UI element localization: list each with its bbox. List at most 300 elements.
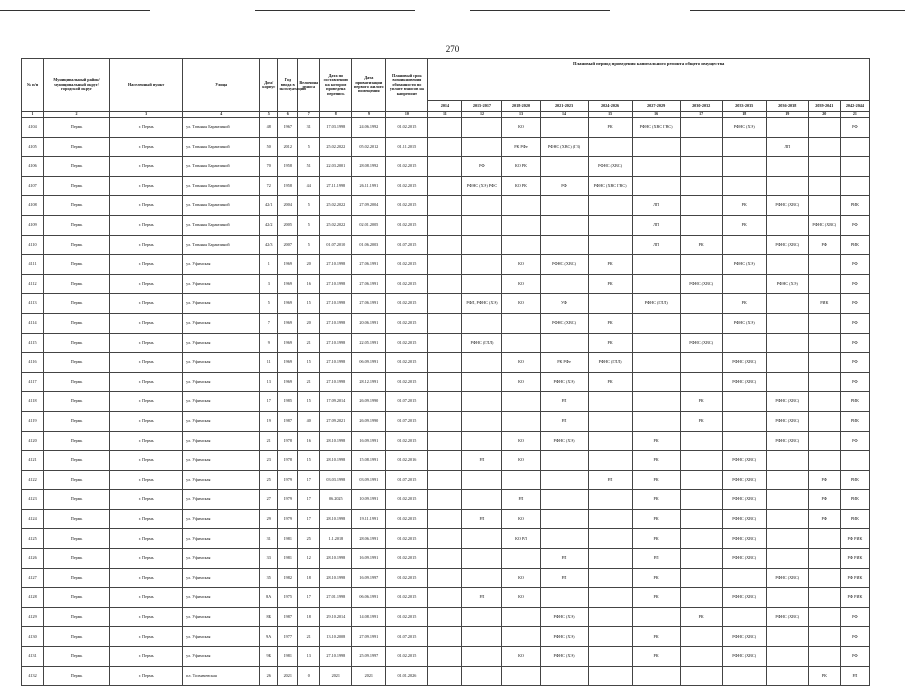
settlement-cell: г. Пермь (110, 137, 183, 157)
year-cell: 1981 (278, 647, 298, 667)
col-street: Улица (183, 59, 260, 112)
year-cell: 2005 (278, 215, 298, 235)
period-cell: РИК (840, 392, 869, 412)
period-cell (588, 490, 632, 510)
period-cell: РК (588, 118, 632, 138)
period-cell (428, 627, 462, 647)
period-cell (540, 529, 588, 549)
period-cell (680, 529, 722, 549)
period-cell (428, 255, 462, 275)
period-cell: РИК (840, 490, 869, 510)
period-cell (428, 274, 462, 294)
period-cell (588, 588, 632, 608)
period-cell (502, 333, 540, 353)
period-cell (462, 568, 502, 588)
district-cell: Пермь (44, 333, 110, 353)
period-cell (588, 627, 632, 647)
street-cell: ул. Татьяны Барамзиной (183, 176, 260, 196)
privatization-date-cell: 27.09.1991 (352, 627, 386, 647)
column-number: 1 (22, 112, 44, 118)
period-cell: РФНС (ХВС) (680, 274, 722, 294)
year-cell: 1982 (278, 568, 298, 588)
period-cell (808, 353, 840, 373)
street-cell: ул. Уфимская (183, 568, 260, 588)
period-cell (766, 490, 808, 510)
survey-date-cell: 25.02.2022 (320, 196, 352, 216)
period-cell (808, 196, 840, 216)
period-cell: КО (502, 255, 540, 275)
row-number: 4114 (22, 313, 44, 333)
settlement-cell: г. Пермь (110, 196, 183, 216)
settlement-cell: г. Пермь (110, 411, 183, 431)
table-row (22, 392, 870, 412)
period-cell (808, 274, 840, 294)
period-cell (632, 176, 680, 196)
col-district: Муниципальный район/ муниципальный округ/ городской округ (44, 59, 110, 112)
period-cell: РИК (840, 411, 869, 431)
wear-cell: 5 (298, 215, 320, 235)
period-cell: РФНС (ХВС) (722, 490, 766, 510)
deadline-cell: 01.07.2015 (386, 411, 428, 431)
district-cell: Пермь (44, 372, 110, 392)
period-cell (502, 215, 540, 235)
settlement-cell: г. Пермь (110, 627, 183, 647)
privatization-date-cell: 27.06.1991 (352, 255, 386, 275)
period-cell (428, 647, 462, 667)
column-number: 5 (260, 112, 278, 118)
period-cell (808, 568, 840, 588)
survey-date-cell: 03.03.1998 (320, 470, 352, 490)
period-cell (766, 627, 808, 647)
wear-cell: 15 (298, 353, 320, 373)
period-cell (680, 666, 722, 686)
wear-cell: 31 (298, 118, 320, 138)
period-cell (428, 137, 462, 157)
period-cell: РК (632, 568, 680, 588)
period-cell (588, 215, 632, 235)
period-cell (540, 118, 588, 138)
period-cell (680, 215, 722, 235)
row-number: 4111 (22, 255, 44, 275)
period-cell (502, 549, 540, 569)
house-cell: 7 (260, 313, 278, 333)
period-cell (462, 529, 502, 549)
period-cell (680, 137, 722, 157)
table-row (22, 607, 870, 627)
survey-date-cell: 27.10.1998 (320, 313, 352, 333)
survey-date-cell: 06.2025 (320, 490, 352, 510)
period-cell: РК (632, 588, 680, 608)
house-cell: 8Б (260, 607, 278, 627)
period-cell (632, 353, 680, 373)
col-period-2018-2020: 2018-2020 (502, 101, 540, 112)
settlement-cell: г. Пермь (110, 607, 183, 627)
col-year-built: Год ввода в эксплуатацию (278, 59, 298, 112)
column-number: 9 (352, 112, 386, 118)
house-cell: 70 (260, 157, 278, 177)
period-cell: РК (680, 392, 722, 412)
period-cell (428, 549, 462, 569)
period-cell (680, 470, 722, 490)
period-cell (722, 607, 766, 627)
row-number: 4127 (22, 568, 44, 588)
privatization-date-cell: 26.11.1991 (352, 176, 386, 196)
settlement-cell: г. Пермь (110, 235, 183, 255)
period-cell (808, 627, 840, 647)
period-cell: КО РК (502, 157, 540, 177)
period-cell (540, 333, 588, 353)
wear-cell: 20 (298, 255, 320, 275)
period-cell (428, 490, 462, 510)
period-cell: РФНС (ХВС) (722, 588, 766, 608)
period-cell (462, 431, 502, 451)
period-cell: УФ (540, 294, 588, 314)
district-cell: Пермь (44, 607, 110, 627)
period-cell (840, 157, 869, 177)
deadline-cell: 01.02.2015 (386, 196, 428, 216)
table-row (22, 215, 870, 235)
house-cell: 19 (260, 411, 278, 431)
period-cell: РЛ (540, 392, 588, 412)
table-row (22, 274, 870, 294)
period-cell (766, 294, 808, 314)
column-number: 2 (44, 112, 110, 118)
period-cell (428, 470, 462, 490)
district-cell: Пермь (44, 470, 110, 490)
wear-cell: 15 (298, 451, 320, 471)
period-cell (808, 607, 840, 627)
wear-cell: 40 (298, 411, 320, 431)
settlement-cell: г. Пермь (110, 490, 183, 510)
period-cell: РК РФе (540, 353, 588, 373)
wear-cell: 18 (298, 607, 320, 627)
col-period-2039-2041: 2039-2041 (808, 101, 840, 112)
table-row (22, 372, 870, 392)
table-row (22, 196, 870, 216)
survey-date-cell: 27.10.1998 (320, 353, 352, 373)
period-cell (462, 137, 502, 157)
year-cell: 1987 (278, 411, 298, 431)
table-row (22, 568, 870, 588)
column-number: 8 (320, 112, 352, 118)
period-cell: РК (632, 529, 680, 549)
col-period-2030-2032: 2030-2032 (680, 101, 722, 112)
period-cell (680, 255, 722, 275)
row-number: 4110 (22, 235, 44, 255)
period-cell: РФНС (ХВС) (808, 215, 840, 235)
deadline-cell: 01.11.2015 (386, 137, 428, 157)
period-cell (632, 137, 680, 157)
period-cell (680, 196, 722, 216)
period-cell (462, 411, 502, 431)
row-number: 4117 (22, 372, 44, 392)
period-cell (808, 176, 840, 196)
period-cell (462, 353, 502, 373)
deadline-cell: 01.02.2015 (386, 549, 428, 569)
street-cell: ул. Уфимская (183, 294, 260, 314)
year-cell: 1969 (278, 255, 298, 275)
period-cell: КО (502, 568, 540, 588)
survey-date-cell: 13.10.2008 (320, 627, 352, 647)
column-number: 12 (462, 112, 502, 118)
column-number: 16 (632, 112, 680, 118)
survey-date-cell: 27.10.1998 (320, 294, 352, 314)
street-cell: ул. Татьяны Барамзиной (183, 215, 260, 235)
period-cell (502, 470, 540, 490)
column-number: 11 (428, 112, 462, 118)
period-cell (502, 392, 540, 412)
table-row (22, 431, 870, 451)
period-cell (502, 196, 540, 216)
row-number: 4124 (22, 509, 44, 529)
period-cell (502, 235, 540, 255)
privatization-date-cell: 01.06.2003 (352, 235, 386, 255)
period-cell (680, 627, 722, 647)
period-cell (462, 392, 502, 412)
period-cell (766, 215, 808, 235)
period-cell (540, 509, 588, 529)
period-cell: РФ (840, 353, 869, 373)
period-cell: РК (632, 490, 680, 510)
row-number: 4106 (22, 157, 44, 177)
street-cell: ул. Уфимская (183, 627, 260, 647)
deadline-cell: 01.02.2015 (386, 647, 428, 667)
period-cell (540, 490, 588, 510)
period-cell (428, 372, 462, 392)
period-cell: РФ (840, 274, 869, 294)
period-cell (680, 431, 722, 451)
period-cell (462, 627, 502, 647)
period-cell (766, 157, 808, 177)
period-cell: РФ (840, 647, 869, 667)
table-row (22, 411, 870, 431)
house-cell: 31 (260, 529, 278, 549)
survey-date-cell: 27.10.1998 (320, 333, 352, 353)
period-cell: ЛП (632, 235, 680, 255)
column-number: 17 (680, 112, 722, 118)
deadline-cell: 01.02.2015 (386, 431, 428, 451)
period-cell: РФНС (ХВС) (722, 627, 766, 647)
period-cell (680, 549, 722, 569)
period-cell: РФНС (ХВС) (766, 411, 808, 431)
period-cell: КО РЛ (502, 529, 540, 549)
year-cell: 1987 (278, 607, 298, 627)
district-cell: Пермь (44, 549, 110, 569)
row-number: 4128 (22, 588, 44, 608)
col-num: № п/п (22, 59, 44, 112)
period-cell: РФНС (ХВС) (722, 470, 766, 490)
house-cell: 17 (260, 392, 278, 412)
district-cell: Пермь (44, 274, 110, 294)
table-row (22, 353, 870, 373)
period-cell (588, 431, 632, 451)
period-cell (722, 274, 766, 294)
period-cell (540, 666, 588, 686)
period-cell: РК (680, 607, 722, 627)
period-cell (632, 411, 680, 431)
period-cell: РК (632, 451, 680, 471)
period-cell (722, 666, 766, 686)
period-cell (462, 255, 502, 275)
period-cell: РФ (808, 235, 840, 255)
street-cell: ул. Уфимская (183, 372, 260, 392)
period-cell (588, 235, 632, 255)
period-cell (428, 313, 462, 333)
table-row (22, 255, 870, 275)
street-cell: ул. Татьяны Барамзиной (183, 235, 260, 255)
house-cell: 8А (260, 588, 278, 608)
house-cell: 23 (260, 451, 278, 471)
row-number: 4120 (22, 431, 44, 451)
period-cell: РЛ (632, 549, 680, 569)
house-cell: 1 (260, 255, 278, 275)
settlement-cell: г. Пермь (110, 118, 183, 138)
period-cell: РФНС (ХВС) (680, 333, 722, 353)
wear-cell: 17 (298, 470, 320, 490)
column-number: 4 (183, 112, 260, 118)
survey-date-cell: 17.09.2014 (320, 392, 352, 412)
period-cell: РФНС (ХЭ) (540, 431, 588, 451)
privatization-date-cell: 05.02.2012 (352, 137, 386, 157)
survey-date-cell: 01.07.2010 (320, 235, 352, 255)
settlement-cell: г. Пермь (110, 529, 183, 549)
period-cell (502, 666, 540, 686)
period-cell (428, 118, 462, 138)
period-cell (722, 431, 766, 451)
column-number: 13 (502, 112, 540, 118)
period-cell: РК (808, 666, 840, 686)
period-cell (502, 607, 540, 627)
period-cell (540, 451, 588, 471)
period-cell (766, 647, 808, 667)
period-cell (428, 196, 462, 216)
privatization-date-cell: 16.09.1997 (352, 568, 386, 588)
period-cell (588, 411, 632, 431)
period-cell (766, 529, 808, 549)
period-cell (766, 313, 808, 333)
table-row (22, 666, 870, 686)
period-cell (462, 490, 502, 510)
period-cell (808, 372, 840, 392)
period-cell: РИК (840, 196, 869, 216)
survey-date-cell: 27.10.1998 (320, 274, 352, 294)
period-cell (680, 157, 722, 177)
row-number: 4115 (22, 333, 44, 353)
col-period-2033-2035: 2033-2035 (722, 101, 766, 112)
period-cell (680, 490, 722, 510)
wear-cell: 21 (298, 372, 320, 392)
district-cell: Пермь (44, 431, 110, 451)
period-cell (428, 392, 462, 412)
street-cell: ул. Уфимская (183, 490, 260, 510)
privatization-date-cell: 28.12.1991 (352, 372, 386, 392)
row-number: 4118 (22, 392, 44, 412)
privatization-date-cell: 06.06.1991 (352, 588, 386, 608)
table-row (22, 627, 870, 647)
period-cell (462, 666, 502, 686)
row-number: 4108 (22, 196, 44, 216)
street-cell: ул. Уфимская (183, 353, 260, 373)
period-cell: РФНС (ХВС) (766, 607, 808, 627)
privatization-date-cell: 26.09.1990 (352, 392, 386, 412)
privatization-date-cell: 2021 (352, 666, 386, 686)
period-cell: РЛ (540, 411, 588, 431)
year-cell: 1977 (278, 627, 298, 647)
row-number: 4107 (22, 176, 44, 196)
period-cell (680, 118, 722, 138)
house-cell: 13 (260, 372, 278, 392)
year-cell: 1969 (278, 333, 298, 353)
settlement-cell: г. Пермь (110, 451, 183, 471)
house-cell: 25 (260, 470, 278, 490)
period-cell (588, 509, 632, 529)
year-cell: 1979 (278, 509, 298, 529)
page-number: 270 (445, 44, 460, 54)
wear-cell: 44 (298, 176, 320, 196)
col-period-title: Плановый период проведения капитального ремонта общего имущества (428, 59, 870, 101)
table-row (22, 294, 870, 314)
period-cell: РФ (840, 313, 869, 333)
period-cell (808, 313, 840, 333)
period-cell: РЛ (540, 549, 588, 569)
survey-date-cell: 27.09.2021 (320, 411, 352, 431)
privatization-date-cell: 15.08.1991 (352, 451, 386, 471)
col-date-survey: Дата по составлению на котором проведена перепись (320, 59, 352, 112)
period-cell (462, 607, 502, 627)
table-row (22, 549, 870, 569)
survey-date-cell: 28.10.1998 (320, 549, 352, 569)
period-cell: РК (588, 333, 632, 353)
period-cell (428, 529, 462, 549)
period-cell (722, 333, 766, 353)
period-cell (588, 392, 632, 412)
period-cell (588, 647, 632, 667)
wear-cell: 18 (298, 568, 320, 588)
period-cell: РФНС (ХВС) (588, 157, 632, 177)
period-cell (766, 470, 808, 490)
period-cell: РФ (840, 215, 869, 235)
deadline-cell: 01.02.2015 (386, 313, 428, 333)
wear-cell: 5 (298, 196, 320, 216)
period-cell: РК (722, 294, 766, 314)
street-cell: ул. Уфимская (183, 313, 260, 333)
period-cell: РФНС (ХЭ) (722, 313, 766, 333)
period-cell (722, 137, 766, 157)
period-cell (808, 137, 840, 157)
column-number: 14 (540, 112, 588, 118)
period-cell (540, 196, 588, 216)
period-cell (462, 372, 502, 392)
wear-cell: 13 (298, 647, 320, 667)
period-cell: КО (502, 353, 540, 373)
district-cell: Пермь (44, 235, 110, 255)
row-number: 4116 (22, 353, 44, 373)
period-cell (588, 549, 632, 569)
period-cell (766, 353, 808, 373)
wear-cell: 25 (298, 529, 320, 549)
district-cell: Пермь (44, 137, 110, 157)
survey-date-cell: 28.10.1998 (320, 431, 352, 451)
period-cell (632, 157, 680, 177)
column-number: 20 (808, 112, 840, 118)
privatization-date-cell: 02.01.2005 (352, 215, 386, 235)
period-cell: ЛП (632, 196, 680, 216)
period-cell (588, 451, 632, 471)
year-cell: 1969 (278, 353, 298, 373)
period-cell: РК РФе (502, 137, 540, 157)
period-cell (588, 666, 632, 686)
period-cell: РК (588, 274, 632, 294)
